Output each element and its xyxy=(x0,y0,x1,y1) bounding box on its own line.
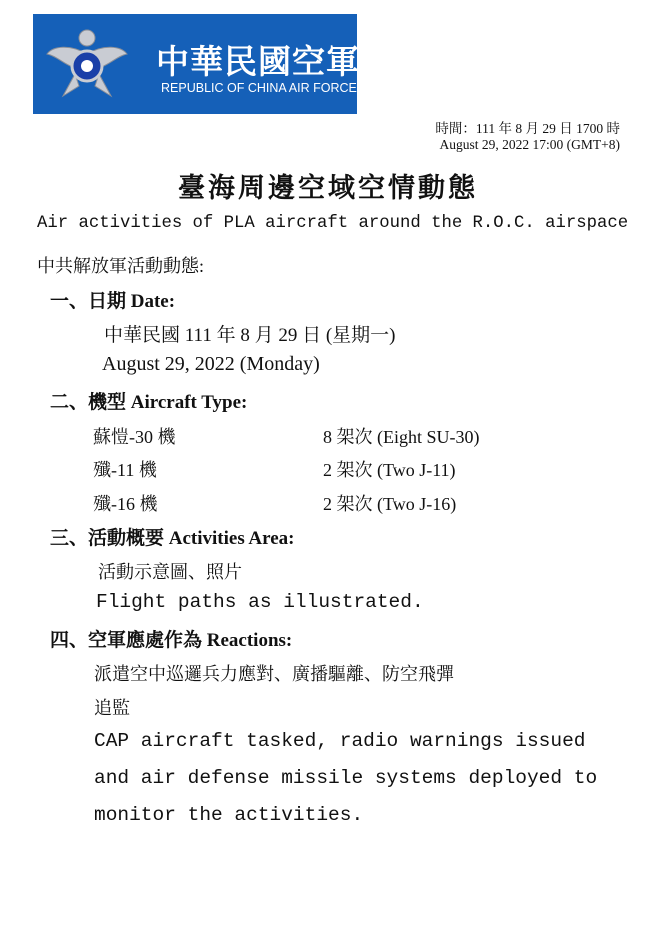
date-en: August 29, 2022 (Monday) xyxy=(102,353,320,375)
reactions-zh-line1: 派遣空中巡邏兵力應對、廣播驅離、防空飛彈 xyxy=(94,664,454,684)
air-force-emblem-icon xyxy=(45,24,129,104)
reactions-zh-line2: 追監 xyxy=(94,698,130,718)
reactions-en-line2: and air defense missile systems deployed to xyxy=(94,767,598,789)
reactions-en-line3: monitor the activities. xyxy=(94,804,364,826)
section-aircraft-heading: 二、機型 Aircraft Type: xyxy=(50,392,248,413)
air-force-banner xyxy=(33,14,360,114)
aircraft-type: 蘇愷-30 機 xyxy=(93,427,176,447)
page-title: 臺海周邊空域空情動態 xyxy=(178,173,478,203)
aircraft-count: 2 架次 (Two J-11) xyxy=(323,460,456,480)
subtitle-zh: 中共解放軍活動動態: xyxy=(37,256,205,276)
logo-title-en: REPUBLIC OF CHINA AIR FORCE xyxy=(161,81,357,95)
subtitle-en: Air activities of PLA aircraft around the R.O.C. airspace xyxy=(37,214,629,233)
logo-title-zh: 中華民國空軍 xyxy=(156,42,360,81)
section-date-heading: 一、日期 Date: xyxy=(50,291,176,312)
reactions-en-line1: CAP aircraft tasked, radio warnings issued xyxy=(94,730,586,752)
section-area-heading: 三、活動概要 Activities Area: xyxy=(50,528,295,549)
aircraft-type: 殲-16 機 xyxy=(93,494,158,514)
area-en: Flight paths as illustrated. xyxy=(96,591,424,613)
aircraft-count: 2 架次 (Two J-16) xyxy=(323,494,457,514)
aircraft-count: 8 架次 (Eight SU-30) xyxy=(323,427,480,447)
timestamp-zh: 時間：111 年 8 月 29 日 1700 時 xyxy=(435,121,620,136)
area-zh: 活動示意圖、照片 xyxy=(98,562,242,582)
aircraft-type: 殲-11 機 xyxy=(93,460,157,480)
timestamp-en: August 29, 2022 17:00 (GMT+8) xyxy=(439,137,620,152)
section-reactions-heading: 四、空軍應處作為 Reactions: xyxy=(50,630,293,651)
date-zh: 中華民國 111 年 8 月 29 日 (星期一) xyxy=(104,325,396,346)
